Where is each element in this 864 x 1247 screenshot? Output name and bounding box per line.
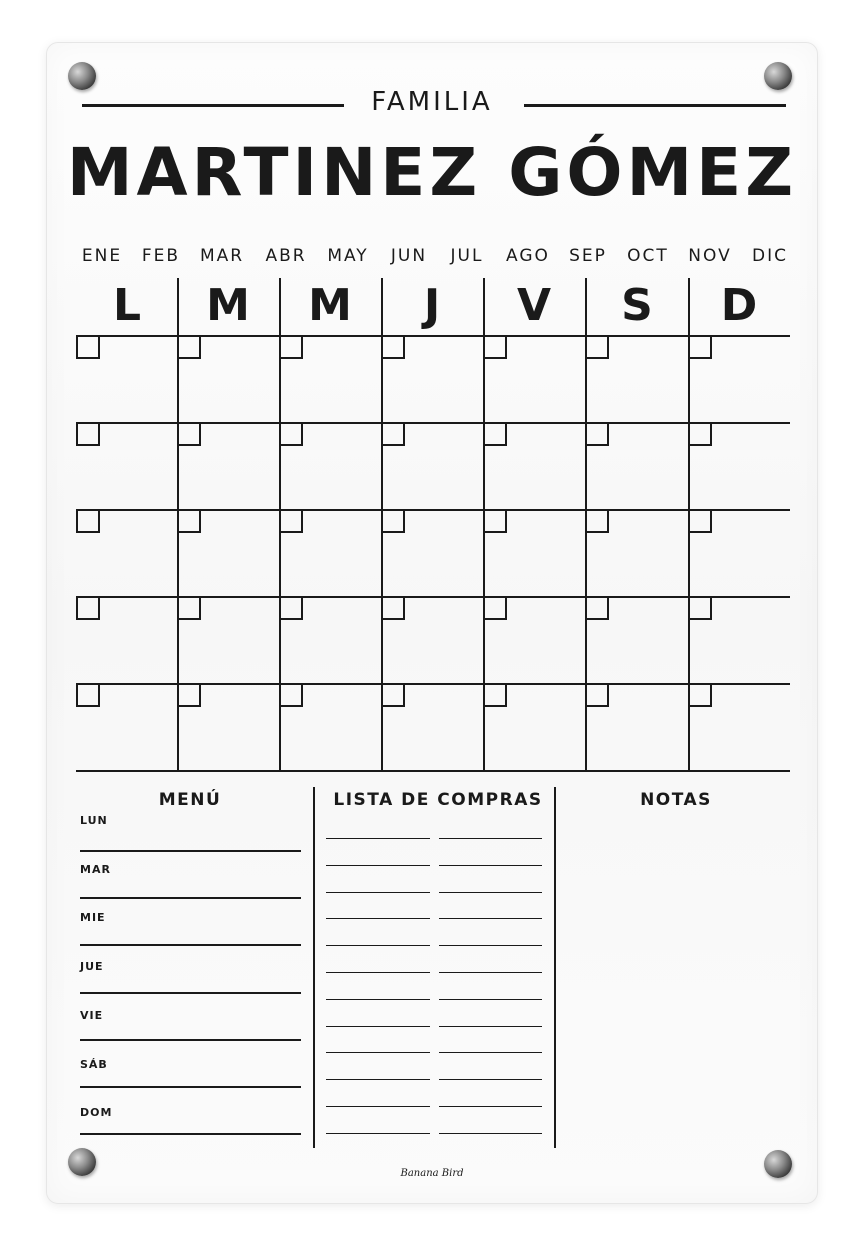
shopping-line[interactable] — [439, 1079, 542, 1080]
day-checkbox[interactable] — [279, 596, 303, 620]
shopping-line[interactable] — [439, 1133, 542, 1134]
brand-logo: Banana Bird — [400, 1168, 464, 1179]
shopping-line[interactable] — [439, 892, 542, 893]
month-label: NOV — [688, 246, 732, 266]
day-checkbox[interactable] — [76, 335, 100, 359]
month-label: JUN — [390, 246, 428, 266]
standoff-top-left — [68, 62, 96, 90]
day-checkbox[interactable] — [381, 335, 405, 359]
day-checkbox[interactable] — [76, 509, 100, 533]
menu-write-line[interactable] — [80, 850, 301, 852]
day-checkbox[interactable] — [688, 335, 712, 359]
day-checkbox[interactable] — [279, 509, 303, 533]
shopping-line[interactable] — [326, 892, 430, 893]
day-checkbox[interactable] — [279, 335, 303, 359]
menu-write-line[interactable] — [80, 1086, 301, 1088]
menu-write-line[interactable] — [80, 1133, 301, 1135]
notes-title: NOTAS — [640, 790, 712, 810]
day-checkbox[interactable] — [688, 596, 712, 620]
shopping-line[interactable] — [326, 972, 430, 973]
day-checkbox[interactable] — [688, 422, 712, 446]
day-checkbox[interactable] — [381, 596, 405, 620]
month-label: SEP — [569, 246, 607, 266]
day-checkbox[interactable] — [76, 683, 100, 707]
menu-write-line[interactable] — [80, 1039, 301, 1041]
shopping-line[interactable] — [326, 1133, 430, 1134]
day-checkbox[interactable] — [177, 422, 201, 446]
family-label: FAMILIA — [371, 87, 493, 117]
day-checkbox[interactable] — [483, 335, 507, 359]
shopping-line[interactable] — [439, 972, 542, 973]
day-checkbox[interactable] — [381, 422, 405, 446]
day-checkbox[interactable] — [177, 335, 201, 359]
weekday-header: S — [621, 280, 653, 331]
day-checkbox[interactable] — [483, 683, 507, 707]
shopping-line[interactable] — [439, 1052, 542, 1053]
day-checkbox[interactable] — [381, 509, 405, 533]
shopping-line[interactable] — [439, 999, 542, 1000]
shopping-line[interactable] — [326, 945, 430, 946]
calendar-row-line — [76, 770, 790, 772]
day-checkbox[interactable] — [483, 422, 507, 446]
family-name: MARTINEZ GÓMEZ — [66, 134, 798, 211]
shopping-line[interactable] — [439, 1026, 542, 1027]
menu-write-line[interactable] — [80, 992, 301, 994]
month-label: FEB — [141, 246, 181, 266]
menu-write-line[interactable] — [80, 944, 301, 946]
day-checkbox[interactable] — [76, 596, 100, 620]
weekday-header: V — [516, 280, 552, 331]
menu-day-label: LUN — [80, 814, 108, 827]
day-checkbox[interactable] — [585, 509, 609, 533]
shopping-line[interactable] — [326, 999, 430, 1000]
menu-day-label: JUE — [80, 960, 104, 973]
shopping-line[interactable] — [326, 1106, 430, 1107]
day-checkbox[interactable] — [177, 509, 201, 533]
weekday-header: M — [308, 280, 352, 331]
day-checkbox[interactable] — [76, 422, 100, 446]
shopping-line[interactable] — [326, 1052, 430, 1053]
shopping-line[interactable] — [439, 945, 542, 946]
shopping-line[interactable] — [439, 865, 542, 866]
shopping-line[interactable] — [326, 838, 430, 839]
weekday-header: L — [112, 280, 142, 331]
day-checkbox[interactable] — [483, 509, 507, 533]
section-divider-right — [554, 787, 556, 1148]
standoff-top-right — [764, 62, 792, 90]
menu-title: MENÚ — [158, 790, 222, 810]
day-checkbox[interactable] — [381, 683, 405, 707]
day-checkbox[interactable] — [585, 422, 609, 446]
menu-write-line[interactable] — [80, 897, 301, 899]
shopping-list-title: LISTA DE COMPRAS — [333, 790, 543, 810]
day-checkbox[interactable] — [279, 422, 303, 446]
month-label: OCT — [627, 246, 669, 266]
month-label: JUL — [450, 246, 484, 266]
shopping-line[interactable] — [326, 1026, 430, 1027]
weekday-header: M — [206, 280, 250, 331]
shopping-line[interactable] — [326, 865, 430, 866]
day-checkbox[interactable] — [688, 509, 712, 533]
shopping-line[interactable] — [439, 838, 542, 839]
menu-day-label: MAR — [80, 863, 111, 876]
day-checkbox[interactable] — [483, 596, 507, 620]
weekday-header: D — [720, 280, 758, 331]
menu-day-label: MIE — [80, 911, 106, 924]
month-label: AGO — [506, 246, 550, 266]
day-checkbox[interactable] — [279, 683, 303, 707]
day-checkbox[interactable] — [585, 596, 609, 620]
day-checkbox[interactable] — [688, 683, 712, 707]
weekday-header: J — [423, 280, 441, 331]
day-checkbox[interactable] — [585, 335, 609, 359]
shopping-line[interactable] — [439, 918, 542, 919]
month-label: MAY — [327, 246, 369, 266]
month-label: ABR — [265, 246, 307, 266]
section-divider-left — [313, 787, 315, 1148]
month-label: ENE — [81, 246, 123, 266]
acrylic-board — [46, 42, 818, 1204]
shopping-line[interactable] — [326, 918, 430, 919]
month-label: MAR — [199, 246, 245, 266]
menu-day-label: DOM — [80, 1106, 113, 1119]
shopping-line[interactable] — [439, 1106, 542, 1107]
day-checkbox[interactable] — [585, 683, 609, 707]
shopping-line[interactable] — [326, 1079, 430, 1080]
menu-day-label: SÁB — [80, 1058, 108, 1071]
day-checkbox[interactable] — [177, 683, 201, 707]
day-checkbox[interactable] — [177, 596, 201, 620]
menu-day-label: VIE — [80, 1009, 104, 1022]
month-label: DIC — [752, 246, 788, 266]
